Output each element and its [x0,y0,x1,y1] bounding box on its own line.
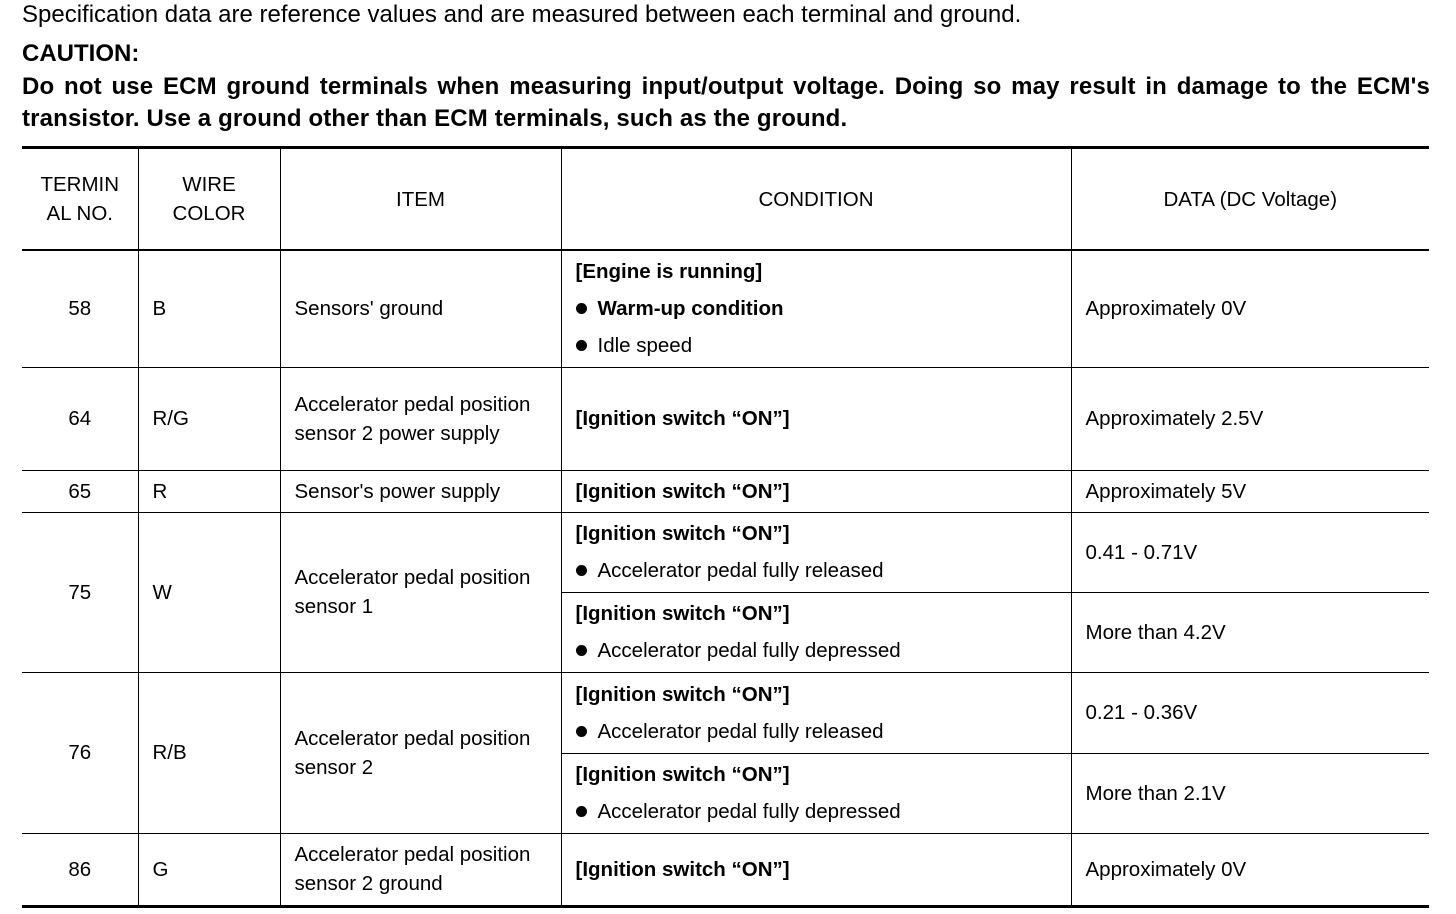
header-condition: CONDITION [561,148,1071,251]
data-value: 0.41 - 0.71V [1071,512,1429,592]
item-name: Accelerator pedal position sensor 2 ground [280,833,561,906]
condition-bullet: Accelerator pedal fully depressed [576,632,1057,669]
wire-color: B [138,250,280,367]
condition-heading: [Ignition switch “ON”] [575,602,790,625]
item-name: Sensor's power supply [280,470,561,512]
condition-heading: [Ignition switch “ON”] [575,857,790,881]
data-value: Approximately 2.5V [1071,367,1429,470]
condition-bullet: Accelerator pedal fully depressed [576,793,1057,830]
table-row [22,367,1429,470]
condition-cell [561,250,1071,367]
terminal-no: 76 [22,672,138,833]
condition-bullet: Accelerator pedal fully released [576,552,1057,589]
data-value: 0.21 - 0.36V [1071,672,1429,753]
table-row [22,672,1429,753]
header-item: ITEM [280,148,561,251]
table-row [22,512,1429,592]
condition-cell [561,672,1071,753]
condition-cell [561,833,1071,906]
table-row [22,250,1429,367]
wire-color: W [138,512,280,672]
bullet-icon [576,565,587,576]
terminal-no: 75 [22,512,138,672]
condition-bullet: Accelerator pedal fully released [576,713,1057,750]
intro-text: Specification data are reference values and are measured between each terminal and ground. [22,1,1022,28]
condition-cell [561,367,1071,470]
condition-heading: [Ignition switch “ON”] [575,763,790,786]
condition-cell [561,512,1071,592]
table-row [22,833,1429,906]
table-header-row [22,148,1429,251]
header-data: DATA (DC Voltage) [1071,148,1429,251]
item-name: Accelerator pedal position sensor 1 [280,512,561,672]
item-name: Sensors' ground [280,250,561,367]
caution-title: CAUTION: [22,40,140,67]
data-value: More than 2.1V [1071,753,1429,833]
data-value: Approximately 0V [1071,250,1429,367]
terminal-no: 58 [22,250,138,367]
bullet-icon [576,645,587,656]
table-row [22,470,1429,512]
wire-color: R/B [138,672,280,833]
condition-cell [561,753,1071,833]
bullet-icon [576,340,587,351]
terminal-spec-table [22,146,1429,908]
condition-heading: [Ignition switch “ON”] [575,479,790,503]
bullet-icon [576,806,587,817]
condition-cell [561,592,1071,672]
data-value: Approximately 0V [1071,833,1429,906]
terminal-no: 65 [22,470,138,512]
condition-bullet: Warm-up condition [576,290,1057,327]
caution-text: Do not use ECM ground terminals when measuring input/output voltage. Doing so may result in damage to the ECM's transistor. Use a ground other than ECM terminals, such as the ground. [22,73,1430,132]
header-terminal-no: TERMINAL NO. [22,148,138,251]
bullet-icon [576,726,587,737]
condition-heading: [Engine is running] [575,260,763,284]
wire-color: R [138,470,280,512]
header-wire-color: WIRE COLOR [138,148,280,251]
data-value: Approximately 5V [1071,470,1429,512]
condition-heading: [Ignition switch “ON”] [575,522,790,545]
condition-heading: [Ignition switch “ON”] [575,407,790,430]
bullet-icon [576,303,587,314]
data-value: More than 4.2V [1071,592,1429,672]
condition-bullet: Idle speed [576,327,1057,364]
terminal-no: 86 [22,833,138,906]
item-name: Accelerator pedal position sensor 2 [280,672,561,833]
condition-heading: [Ignition switch “ON”] [575,682,790,706]
terminal-no: 64 [22,367,138,470]
condition-cell [561,470,1071,512]
wire-color: G [138,833,280,906]
item-name: Accelerator pedal position sensor 2 power supply [280,367,561,470]
wire-color: R/G [138,367,280,470]
